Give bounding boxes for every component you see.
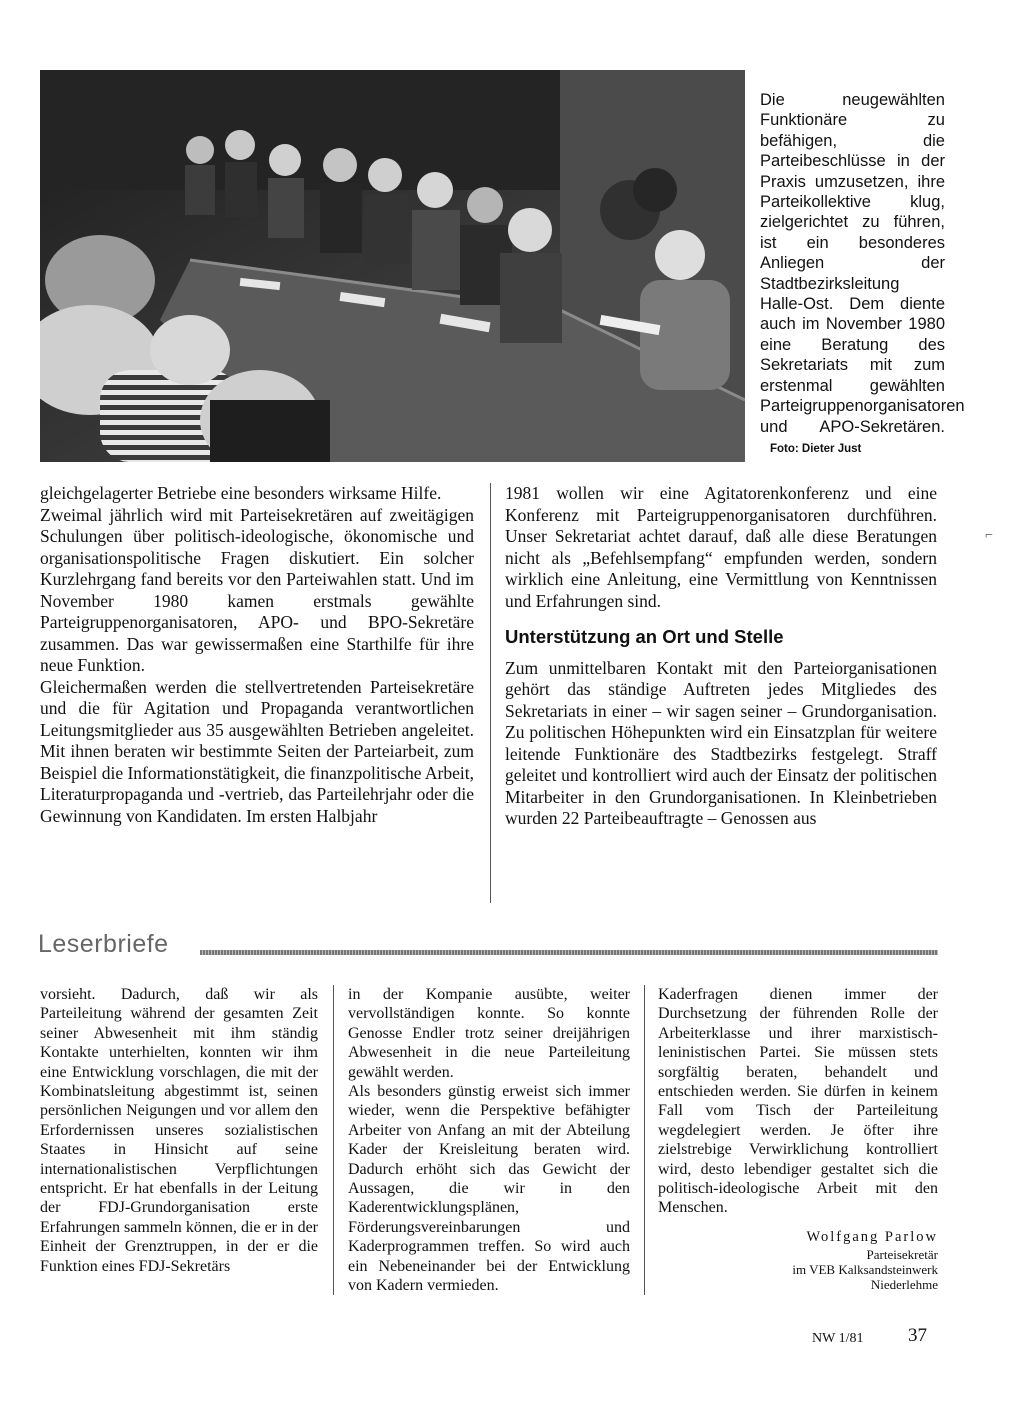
photo-credit: Foto: Dieter Just — [770, 442, 862, 455]
section-heading: Unterstützung an Ort und Stelle — [505, 626, 784, 647]
article-column-1 — [40, 483, 474, 827]
letters-section-rule — [200, 950, 938, 955]
article-paragraph: Zweimal jährlich wird mit Parteisekretären auf zweitägigen Schulungen über politisch-ideologische, ökonomische und organisationspolitische Fragen diskutiert. Ein solcher Kurzlehrgang fand bereits vor den Parteiwahlen statt. Und im November 1980 kamen erstmals gewählte Parteigruppenorganisatoren, APO- und BPO-Sekretäre zusammen. Das war gewissermaßen eine Starthilfe für ihre neue Funktion. — [40, 504, 474, 675]
letter-signature — [658, 1228, 938, 1292]
signature-company: im VEB Kalksandsteinwerk — [792, 1262, 938, 1278]
letters-column-1 — [40, 985, 318, 1276]
letter-paragraph: vorsieht. Dadurch, daß wir als Parteileitung während der gesamten Zeit seiner Abwesenheit mit ihm ständig Kontakte unterhielten, konnten wir ihm eine Entwicklung vorschlagen, die mit der Kombinatsleitung abgestimmt ist, seinen persönlichen Neigungen und vor allem den Erfordernissen unseres sozialistischen Staates in Hinsicht auf seine internationalistischen Verpflichtungen entspricht. Er hat ebenfalls in der Leitung der FDJ-Grundorganisation erste Erfahrungen sammeln können, die er in der Einheit der Grenztruppen, in der er die Funktion eines FDJ-Sekretärs — [40, 986, 318, 1275]
caption-text: Die neugewählten Funktionäre zu befähigen, die Parteibeschlüsse in der Praxis umzusetzen, ihre Parteikollektive klug, zielgerichtet zu führen, ist ein besonderes Anliegen der Stadtbezirksleitung Halle-Ost. Dem diente auch im November 1980 eine Beratung des Sekretariats mit zum erstenmal gewählten Parteigruppenorganisatoren und APO-Sekretären. — [760, 91, 965, 436]
issue-reference: NW 1/81 — [812, 1331, 864, 1346]
letters-section-header — [38, 930, 938, 964]
meeting-photo — [40, 70, 745, 462]
page-number: 37 — [908, 1325, 927, 1346]
column-divider — [490, 483, 491, 903]
letters-section-title: Leserbriefe — [38, 930, 169, 958]
meeting-photo-illustration — [40, 70, 745, 462]
letter-paragraph: Als besonders günstig erweist sich immer wieder, wenn die Perspektive befähigter Arbeiter von Anfang an mit der Abteilung Kader der Kreisleitung beraten wird. Dadurch erhöht sich das Gewicht der Aussagen, die wir in den Kaderentwicklungsplänen, Förderungsvereinbarungen und Kaderprogrammen treffen. So wird auch ein Nebeneinander bei der Entwicklung von Kadern vermieden. — [348, 1083, 630, 1295]
margin-mark: ⌐ — [985, 528, 993, 543]
letters-column-3 — [658, 985, 938, 1292]
letters-divider — [644, 985, 645, 1295]
letters-divider — [333, 985, 334, 1295]
signature-name: Wolfgang Parlow — [806, 1228, 938, 1245]
letter-paragraph: Kaderfragen dienen immer der Durchsetzung der führenden Rolle der Arbeiterklasse und ihrer marxistisch-leninistischen Partei. Sie müssen stets sorgfältig beraten, behandelt und entschieden werden. Sie dürfen in keinem Fall vom Tisch der Parteileitung wegdelegiert werden. Je öfter ihre zielstrebige Verwirklichung kontrolliert wird, desto lebendiger gestaltet sich die politisch-ideologische Arbeit mit den Menschen. — [658, 986, 938, 1217]
letter-paragraph: in der Kompanie ausübte, weiter vervollständigen konnte. So konnte Genosse Endler trotz seiner dreijährigen Abwesenheit in die neue Parteileitung gewählt werden. — [348, 986, 630, 1081]
signature-location: Niederlehme — [870, 1277, 938, 1293]
article-paragraph: gleichgelagerter Betriebe eine besonders wirksame Hilfe. — [40, 483, 442, 503]
letters-column-2 — [348, 985, 630, 1296]
article-paragraph: Gleichermaßen werden die stellvertretenden Parteisekretäre und die für Agitation und Propaganda verantwortlichen Leitungsmitglieder aus 35 ausgewählten Betrieben angeleitet. Mit ihnen beraten wir bestimmte Seiten der Parteiarbeit, zum Beispiel die Informationstätigkeit, die finanzpolitische Arbeit, Literaturpropaganda und -vertrieb, das Parteilehrjahr oder die Gewinnung von Kandidaten. Im ersten Halbjahr — [40, 676, 474, 826]
photo-caption — [760, 90, 965, 459]
article-paragraph: 1981 wollen wir eine Agitatorenkonferenz und eine Konferenz mit Parteigruppenorganisatoren durchführen. Unser Sekretariat achtet darauf, daß alle diese Beratungen nicht als „Befehlsempfang“ empfunden werden, sondern wirklich eine Anleitung, eine Vermittlung von Kenntnissen und Erfahrungen sind. — [505, 483, 937, 611]
signature-role: Parteisekretär — [866, 1247, 938, 1263]
article-column-2 — [505, 483, 937, 830]
article-paragraph: Zum unmittelbaren Kontakt mit den Parteiorganisationen gehört das ständige Auftreten jedes Mitgliedes des Sekretariats in einer – wir sagen seiner – Grundorganisation. Zu politischen Höhepunkten wird ein Einsatzplan für weitere leitende Funktionäre des Stadtbezirks festgelegt. Straff geleitet und kontrolliert wird auch der Einsatz der politischen Mitarbeiter in den Grundorganisationen. In Kleinbetrieben wurden 22 Parteibeauftragte – Genossen aus — [505, 657, 937, 828]
